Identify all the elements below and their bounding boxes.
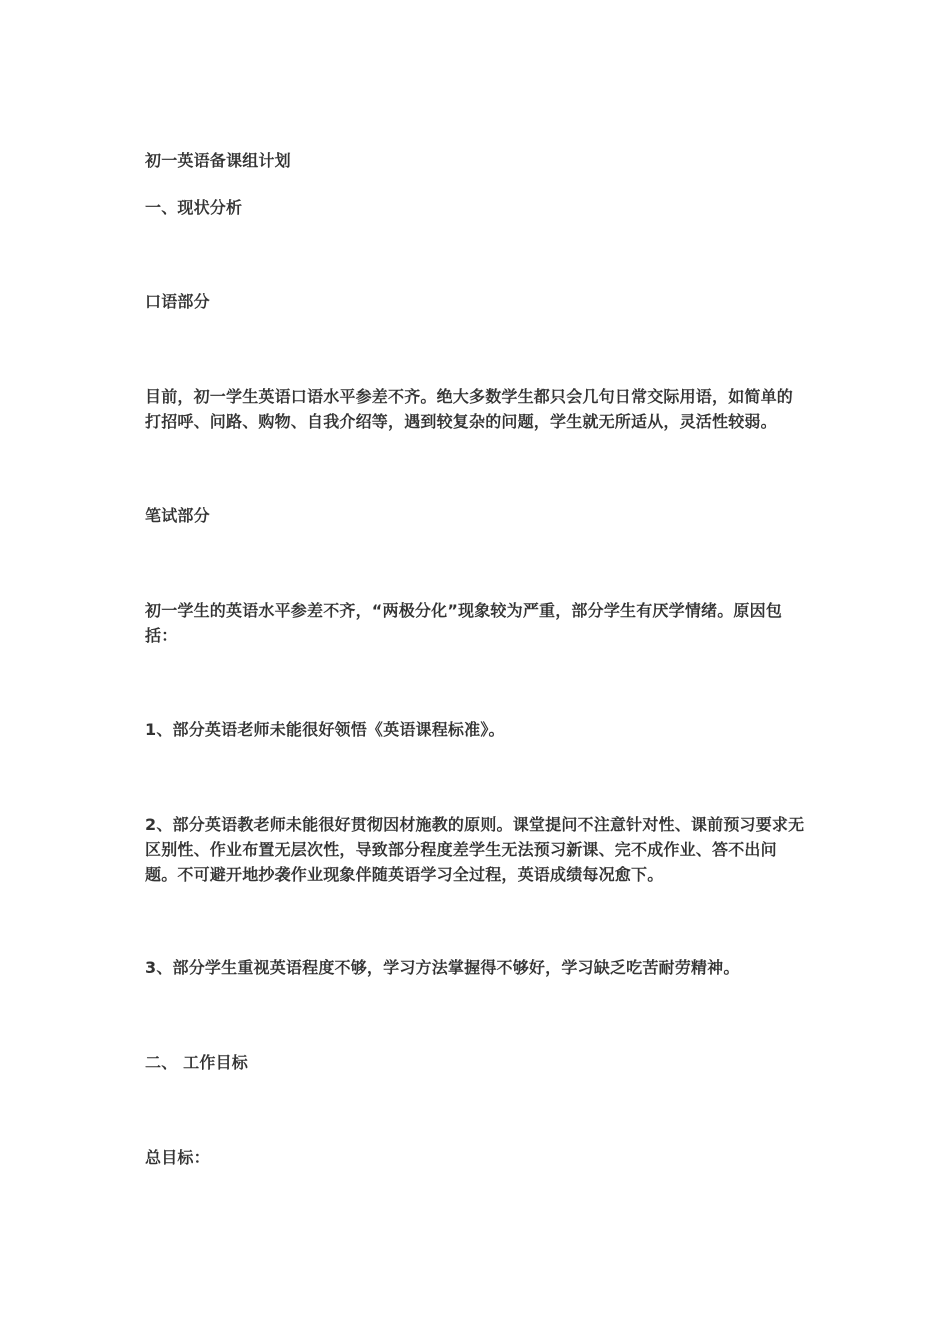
subheading-written: 笔试部分 xyxy=(145,506,210,525)
section-heading-work-goals: 二、 工作目标 xyxy=(145,1053,248,1072)
subheading-oral: 口语部分 xyxy=(145,292,210,311)
reason-item-1: 1、部分英语老师未能很好领悟《英语课程标准》。 xyxy=(145,720,505,739)
reason-item-3: 3、部分学生重视英语程度不够，学习方法掌握得不够好，学习缺乏吃苦耐劳精神。 xyxy=(145,958,740,977)
reason-item-2: 2、部分英语教老师未能很好贯彻因材施教的原则。课堂提问不注意针对性、课前预习要求无区别性、作业布置无层次性，导致部分程度差学生无法预习新课、完不成作业、答不出问题。不可避开地抄袭作业现象伴随英语学习全过程，英语成绩每况愈下。 xyxy=(145,815,805,884)
document-title: 初一英语备课组计划 xyxy=(145,151,291,170)
subheading-overall-goal: 总目标： xyxy=(145,1148,210,1167)
paragraph-written: 初一学生的英语水平参差不齐，“两极分化”现象较为严重，部分学生有厌学情绪。原因包括： xyxy=(145,601,783,645)
paragraph-oral: 目前，初一学生英语口语水平参差不齐。绝大多数学生都只会几句日常交际用语，如简单的打招呼、问路、购物、自我介绍等，遇到较复杂的问题，学生就无所适从，灵活性较弱。 xyxy=(145,387,794,431)
section-heading-status-analysis: 一、现状分析 xyxy=(145,198,243,217)
